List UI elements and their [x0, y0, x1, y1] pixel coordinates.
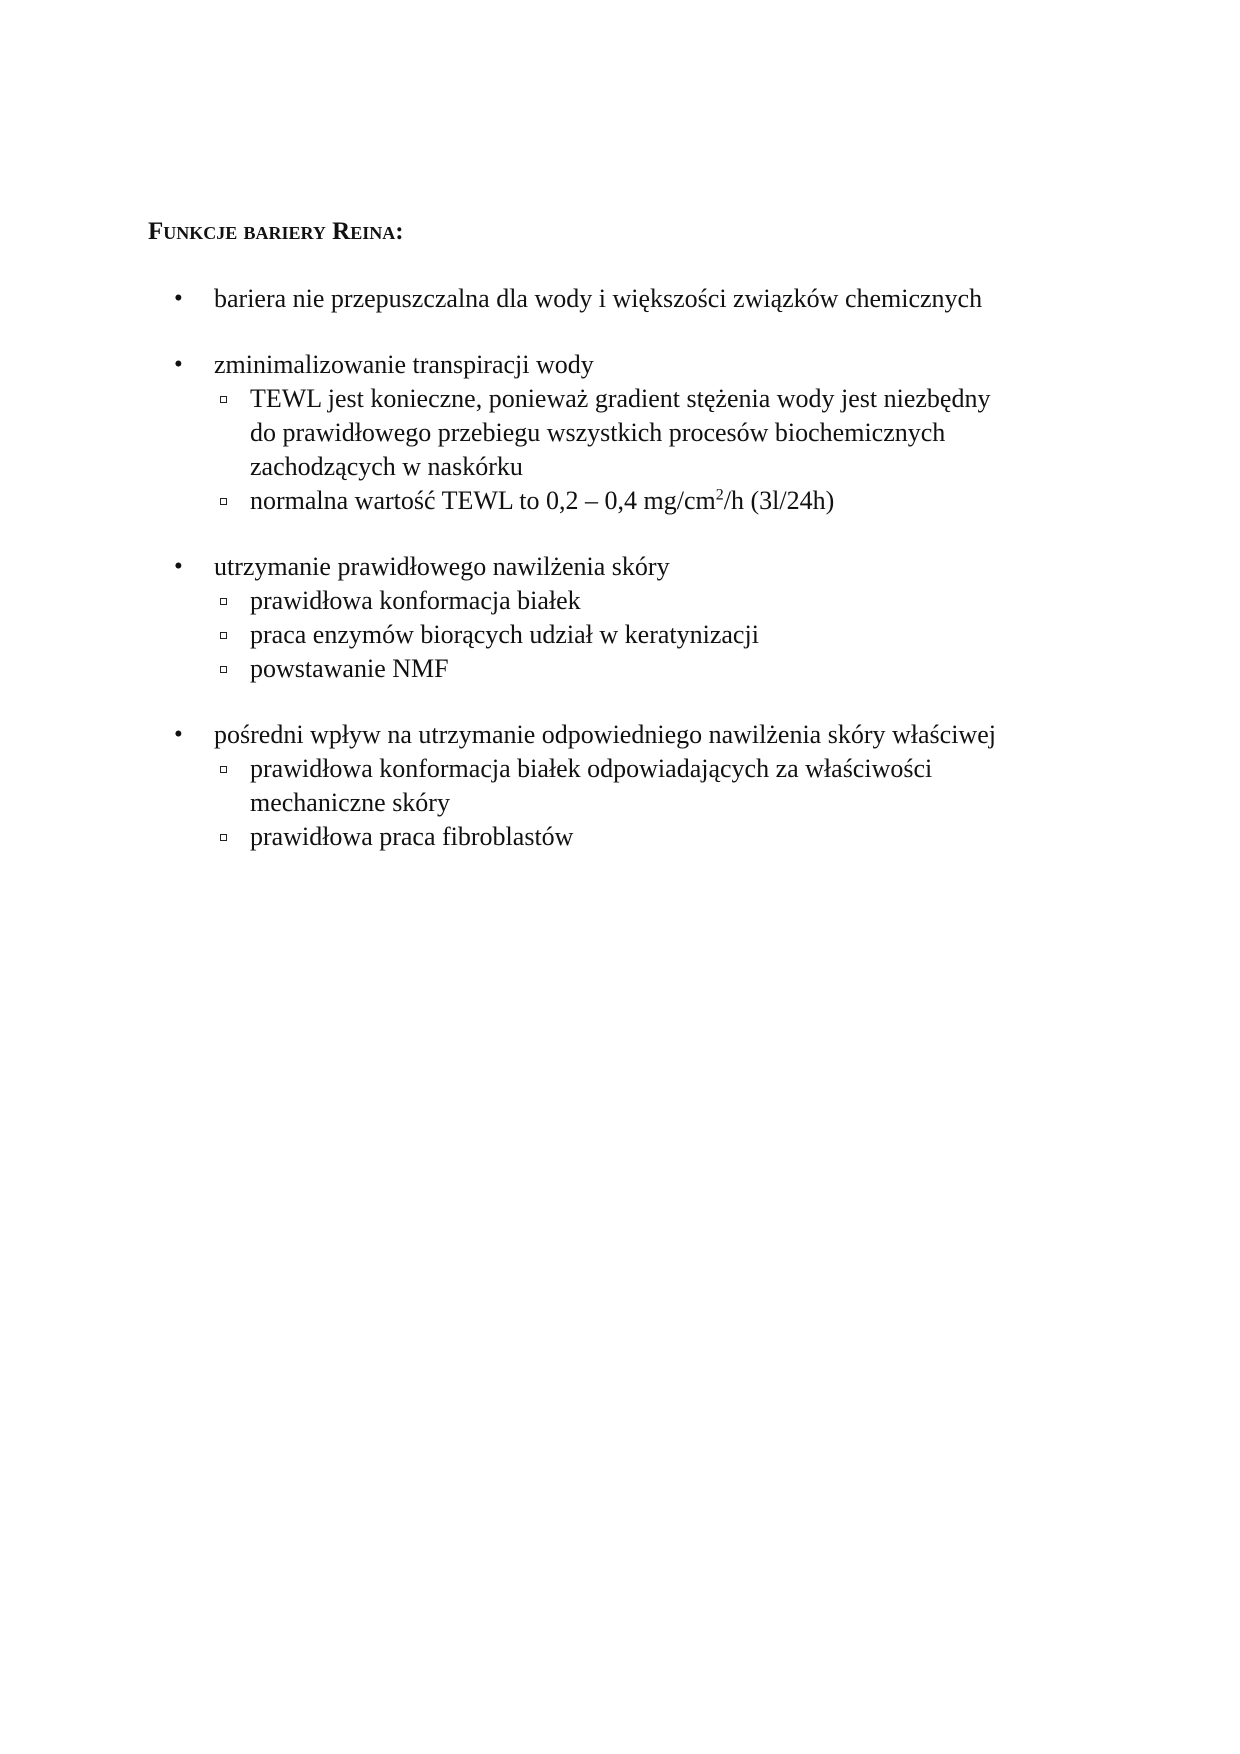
- sub-item-line: prawidłowa konformacja białek: [250, 586, 581, 615]
- page-heading: Funkcje bariery Reina:: [148, 218, 404, 245]
- square-bullet-icon: [220, 498, 227, 505]
- bullet-icon: •: [174, 721, 183, 748]
- list-item-text: bariera nie przepuszczalna dla wody i większości związków chemicznych: [214, 284, 983, 313]
- square-bullet-icon: [220, 834, 227, 841]
- bullet-icon: •: [174, 351, 183, 378]
- square-bullet-icon: [220, 632, 227, 639]
- square-bullet-icon: [220, 598, 227, 605]
- square-bullet-icon: [220, 766, 227, 773]
- square-bullet-icon: [220, 396, 227, 403]
- sub-item-line: prawidłowa praca fibroblastów: [250, 822, 574, 851]
- list-item-text: zminimalizowanie transpiracji wody: [214, 350, 594, 379]
- sub-item-line: prawidłowa konformacja białek odpowiadających za właściwości: [250, 754, 933, 783]
- sub-item-line: mechaniczne skóry: [250, 788, 450, 817]
- bullet-icon: •: [174, 285, 183, 312]
- sub-item-line: praca enzymów biorących udział w keratynizacji: [250, 620, 759, 649]
- bullet-icon: •: [174, 553, 183, 580]
- sub-item-line: normalna wartość TEWL to 0,2 – 0,4 $mg/cm^2/h$ (3l/24h): [250, 486, 835, 515]
- square-bullet-icon: [220, 666, 227, 673]
- sub-item-line: powstawanie NMF: [250, 654, 449, 683]
- sub-item-line: TEWL jest konieczne, ponieważ gradient stężenia wody jest niezbędny: [250, 384, 991, 413]
- sub-item-line: zachodzących w naskórku: [250, 452, 523, 481]
- superscript: 2: [715, 486, 724, 504]
- list-item-text: pośredni wpływ na utrzymanie odpowiedniego nawilżenia skóry właściwej: [214, 720, 996, 749]
- sub-item-line: do prawidłowego przebiegu wszystkich procesów biochemicznych: [250, 418, 946, 447]
- list-item-text: utrzymanie prawidłowego nawilżenia skóry: [214, 552, 670, 581]
